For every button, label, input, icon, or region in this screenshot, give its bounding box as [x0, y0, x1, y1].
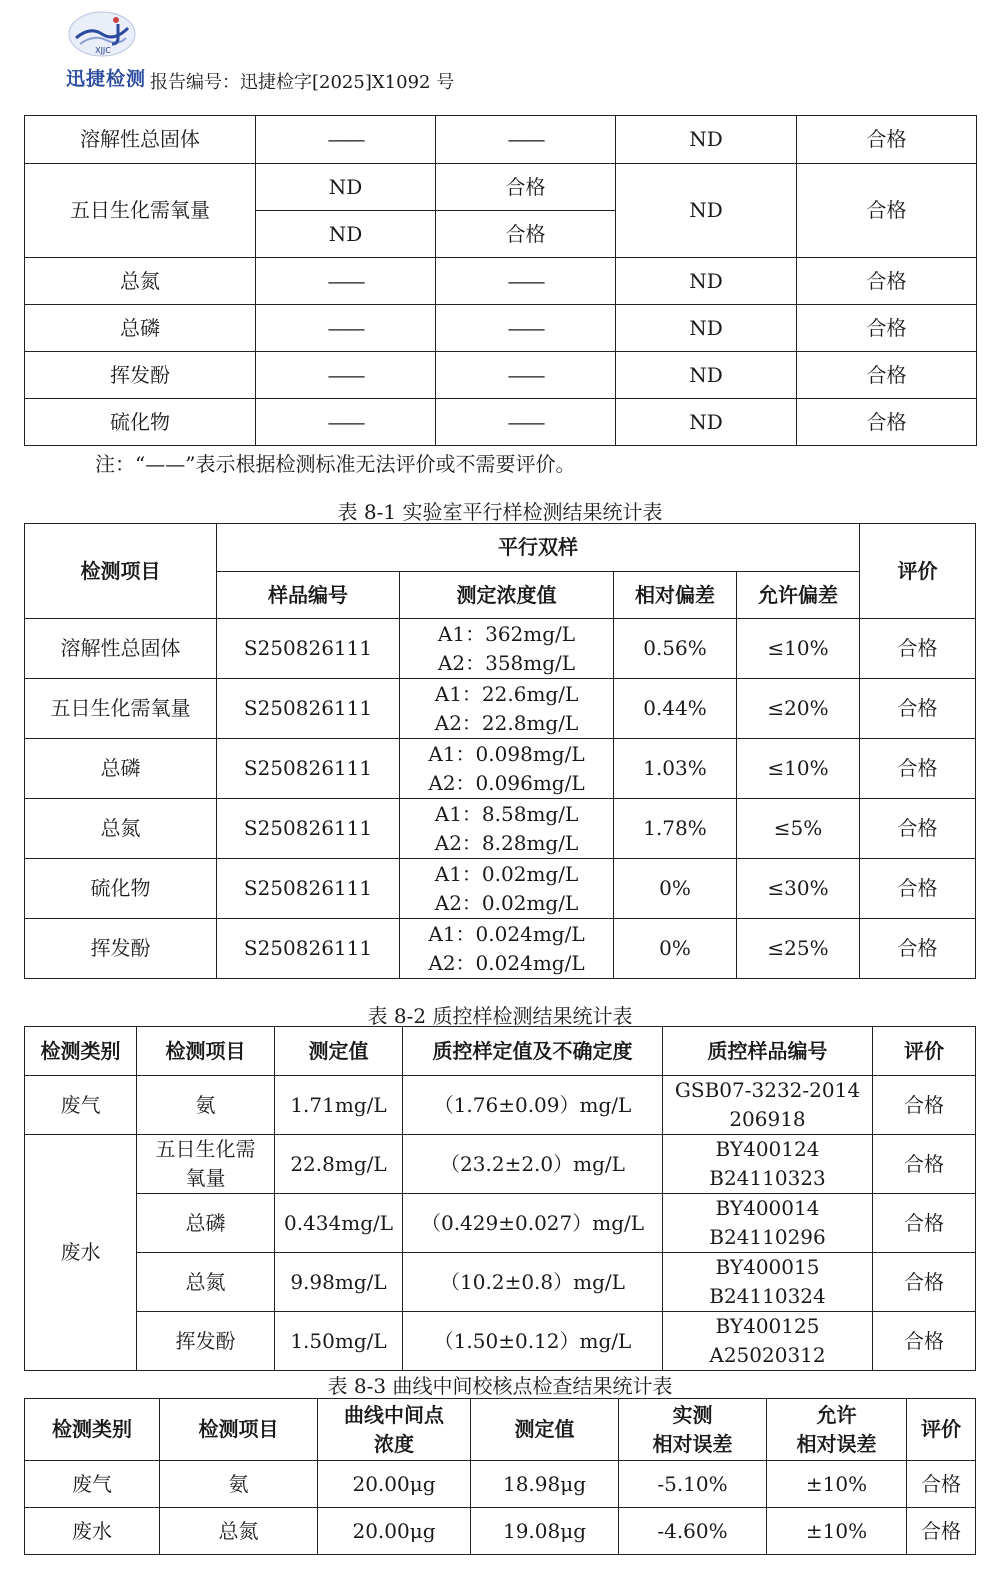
table-row	[25, 799, 976, 859]
code-cell	[663, 1312, 873, 1371]
value-cell: ——	[256, 116, 436, 164]
item-cell: 硫化物	[25, 859, 217, 919]
item-cell: 总磷	[25, 305, 256, 352]
header-value: 测定值	[471, 1399, 619, 1461]
value-cell: ——	[256, 258, 436, 305]
table-row	[25, 739, 976, 799]
value-cell: ——	[436, 258, 616, 305]
eval-cell: 合格	[797, 116, 977, 164]
value-cell: ——	[436, 305, 616, 352]
header-item: 检测项目	[137, 1027, 275, 1076]
value-cell: ——	[256, 305, 436, 352]
table-row	[25, 258, 977, 305]
table-8-1-caption: 表 8-1 实验室平行样检测结果统计表	[337, 500, 663, 524]
calibration-check-table	[24, 1398, 976, 1555]
table-row	[25, 919, 976, 979]
conc-cell	[400, 919, 614, 979]
item-cell: 总氮	[160, 1508, 318, 1555]
table-row	[25, 399, 977, 446]
allow-cell: ≤30%	[737, 859, 860, 919]
allow-cell: ≤10%	[737, 739, 860, 799]
eval-cell: 合格	[860, 799, 976, 859]
table-row	[25, 679, 976, 739]
allow-cell: ±10%	[767, 1461, 907, 1508]
conc-cell	[400, 619, 614, 679]
item-cell	[137, 1135, 275, 1194]
eval-cell: 合格	[873, 1076, 976, 1135]
table-note: 注：“——”表示根据检测标准无法评价或不需要评价。	[95, 452, 576, 476]
sample-cell: S250826111	[217, 919, 400, 979]
conc-a2: A2：0.024mg/L	[428, 950, 585, 975]
std-cell: （23.2±2.0）mg/L	[403, 1135, 663, 1194]
eval-cell: 合格	[873, 1253, 976, 1312]
eval-cell: 合格	[797, 352, 977, 399]
code-line-2: B24110324	[709, 1284, 826, 1308]
code-line-1: BY400015	[715, 1255, 820, 1279]
code-line-2: B24110323	[709, 1166, 826, 1190]
rel-cell: 0%	[614, 859, 737, 919]
header-sample: 样品编号	[217, 572, 400, 619]
eval-cell: 合格	[797, 399, 977, 446]
logo-text: 迅捷检测	[65, 68, 146, 90]
conc-a1: A1：0.098mg/L	[428, 741, 585, 766]
header-cat: 检测类别	[25, 1027, 137, 1076]
header-row	[25, 1027, 976, 1076]
table-row	[25, 1508, 976, 1555]
code-line-1: BY400014	[715, 1196, 820, 1220]
table-row	[25, 1312, 976, 1371]
value-cell: ND	[256, 164, 436, 211]
code-line-1: GSB07-3232-2014	[674, 1078, 861, 1102]
item-cell: 硫化物	[25, 399, 256, 446]
value-cell: ND	[616, 399, 797, 446]
header-allow-line-2: 相对误差	[796, 1431, 877, 1456]
header-row	[25, 1399, 976, 1461]
report-number: 报告编号：迅捷检字[2025]X1092 号	[150, 72, 455, 93]
eval-cell: 合格	[797, 164, 977, 258]
code-cell	[663, 1253, 873, 1312]
table-row	[25, 1135, 976, 1194]
value-cell: ND	[616, 258, 797, 305]
eval-cell: 合格	[907, 1508, 976, 1555]
header-row	[25, 524, 976, 572]
item-cell: 总氮	[25, 799, 217, 859]
table-row	[25, 305, 977, 352]
item-cell: 五日生化需氧量	[25, 164, 256, 258]
sample-cell: S250826111	[217, 859, 400, 919]
sample-cell: S250826111	[217, 799, 400, 859]
rel-cell: 0%	[614, 919, 737, 979]
rel-cell: 0.44%	[614, 679, 737, 739]
eval-cell: 合格	[873, 1135, 976, 1194]
sample-cell: S250826111	[217, 679, 400, 739]
header-actual	[619, 1399, 767, 1461]
value-cell: ——	[436, 399, 616, 446]
item-cell: 总氮	[25, 258, 256, 305]
header-std: 质控样定值及不确定度	[403, 1027, 663, 1076]
conc-a2: A2：8.28mg/L	[434, 830, 579, 855]
table-row	[25, 116, 977, 164]
value-cell: ND	[256, 211, 436, 258]
header-actual-line-2: 相对误差	[652, 1431, 733, 1456]
header-group: 平行双样	[217, 524, 860, 572]
value-cell: ——	[256, 352, 436, 399]
mid-cell: 20.00μg	[318, 1461, 471, 1508]
conc-a1: A1：362mg/L	[437, 621, 576, 646]
conc-a2: A2：0.096mg/L	[428, 770, 585, 795]
allow-cell: ≤25%	[737, 919, 860, 979]
cat-cell: 废气	[25, 1461, 160, 1508]
value-cell: 1.71mg/L	[275, 1076, 403, 1135]
item-line-2: 氧量	[185, 1166, 226, 1190]
value-cell: ND	[616, 164, 797, 258]
code-cell	[663, 1076, 873, 1135]
cat-cell: 废气	[25, 1076, 137, 1135]
value-cell: ——	[436, 116, 616, 164]
item-cell: 溶解性总固体	[25, 116, 256, 164]
item-cell: 挥发酚	[25, 919, 217, 979]
header-value: 测定值	[275, 1027, 403, 1076]
conc-cell	[400, 859, 614, 919]
value-cell: 合格	[436, 211, 616, 258]
eval-cell: 合格	[873, 1194, 976, 1253]
rel-cell: 0.56%	[614, 619, 737, 679]
header-cat: 检测类别	[25, 1399, 160, 1461]
allow-cell: ≤5%	[737, 799, 860, 859]
item-cell: 氨	[160, 1461, 318, 1508]
table-row	[25, 1253, 976, 1312]
eval-cell: 合格	[860, 679, 976, 739]
err-cell: -4.60%	[619, 1508, 767, 1555]
std-cell: （10.2±0.8）mg/L	[403, 1253, 663, 1312]
allow-cell: ±10%	[767, 1508, 907, 1555]
conc-a2: A2：22.8mg/L	[434, 710, 579, 735]
conc-cell	[400, 799, 614, 859]
table-row	[25, 1076, 976, 1135]
sample-cell: S250826111	[217, 739, 400, 799]
header-actual-line-1: 实测	[672, 1402, 713, 1427]
header-mid-line-1: 曲线中间点	[344, 1402, 444, 1427]
code-line-2: B24110296	[709, 1225, 826, 1249]
item-cell: 氨	[137, 1076, 275, 1135]
value-cell: ND	[616, 116, 797, 164]
item-line-1: 五日生化需	[155, 1137, 256, 1161]
std-cell: （0.429±0.027）mg/L	[403, 1194, 663, 1253]
rel-cell: 1.78%	[614, 799, 737, 859]
conc-a1: A1：8.58mg/L	[434, 801, 579, 826]
logo-mark: XJJC	[95, 46, 111, 55]
parallel-sample-table	[24, 523, 976, 979]
conc-cell	[400, 679, 614, 739]
conc-a1: A1：0.024mg/L	[428, 921, 585, 946]
value-cell: 0.434mg/L	[275, 1194, 403, 1253]
item-cell: 总磷	[137, 1194, 275, 1253]
value-cell: ND	[616, 352, 797, 399]
header-item: 检测项目	[160, 1399, 318, 1461]
header-allow: 允许偏差	[737, 572, 860, 619]
code-line-1: BY400125	[715, 1314, 820, 1338]
table-8-3-caption: 表 8-3 曲线中间校核点检查结果统计表	[327, 1374, 673, 1398]
item-cell: 溶解性总固体	[25, 619, 217, 679]
conc-a2: A2：0.02mg/L	[434, 890, 579, 915]
item-cell: 总磷	[25, 739, 217, 799]
table-row	[25, 1194, 976, 1253]
eval-cell: 合格	[907, 1461, 976, 1508]
value-cell: 合格	[436, 164, 616, 211]
table-8-2-caption: 表 8-2 质控样检测结果统计表	[367, 1004, 633, 1028]
table-row	[25, 164, 977, 211]
std-cell: （1.76±0.09）mg/L	[403, 1076, 663, 1135]
sample-cell: S250826111	[217, 619, 400, 679]
item-cell: 挥发酚	[25, 352, 256, 399]
eval-cell: 合格	[797, 258, 977, 305]
cat-cell: 废水	[25, 1508, 160, 1555]
table-row	[25, 352, 977, 399]
cat-cell: 废水	[25, 1135, 137, 1371]
value-cell: 1.50mg/L	[275, 1312, 403, 1371]
item-cell: 总氮	[137, 1253, 275, 1312]
header-rel: 相对偏差	[614, 572, 737, 619]
header-eval: 评价	[907, 1399, 976, 1461]
allow-cell: ≤20%	[737, 679, 860, 739]
mid-cell: 20.00μg	[318, 1508, 471, 1555]
allow-cell: ≤10%	[737, 619, 860, 679]
value-cell: ND	[616, 305, 797, 352]
item-cell: 挥发酚	[137, 1312, 275, 1371]
eval-cell: 合格	[860, 919, 976, 979]
header-mid	[318, 1399, 471, 1461]
eval-cell: 合格	[873, 1312, 976, 1371]
company-logo	[58, 8, 148, 90]
item-cell: 五日生化需氧量	[25, 679, 217, 739]
table-row	[25, 619, 976, 679]
code-line-2: 206918	[729, 1107, 806, 1131]
std-cell: （1.50±0.12）mg/L	[403, 1312, 663, 1371]
table-row	[25, 859, 976, 919]
code-cell	[663, 1194, 873, 1253]
header-item: 检测项目	[25, 524, 217, 619]
rel-cell: 1.03%	[614, 739, 737, 799]
qc-sample-table	[24, 1026, 976, 1371]
header-code: 质控样品编号	[663, 1027, 873, 1076]
value-cell: ——	[436, 352, 616, 399]
code-line-1: BY400124	[715, 1137, 820, 1161]
value-cell: 22.8mg/L	[275, 1135, 403, 1194]
eval-cell: 合格	[860, 859, 976, 919]
evaluation-table	[24, 115, 977, 446]
header-mid-line-2: 浓度	[374, 1431, 414, 1456]
value-cell: 19.08μg	[471, 1508, 619, 1555]
eval-cell: 合格	[797, 305, 977, 352]
conc-a1: A1：0.02mg/L	[434, 861, 579, 886]
header-allow	[767, 1399, 907, 1461]
value-cell: 18.98μg	[471, 1461, 619, 1508]
header-conc: 测定浓度值	[400, 572, 614, 619]
eval-cell: 合格	[860, 739, 976, 799]
conc-a1: A1：22.6mg/L	[434, 681, 579, 706]
value-cell: ——	[256, 399, 436, 446]
code-cell	[663, 1135, 873, 1194]
table-row	[25, 1461, 976, 1508]
eval-cell: 合格	[860, 619, 976, 679]
header-eval: 评价	[873, 1027, 976, 1076]
header-allow-line-1: 允许	[816, 1402, 857, 1427]
code-line-2: A25020312	[709, 1343, 826, 1367]
value-cell: 9.98mg/L	[275, 1253, 403, 1312]
conc-a2: A2：358mg/L	[437, 650, 576, 675]
err-cell: -5.10%	[619, 1461, 767, 1508]
conc-cell	[400, 739, 614, 799]
header-eval: 评价	[860, 524, 976, 619]
